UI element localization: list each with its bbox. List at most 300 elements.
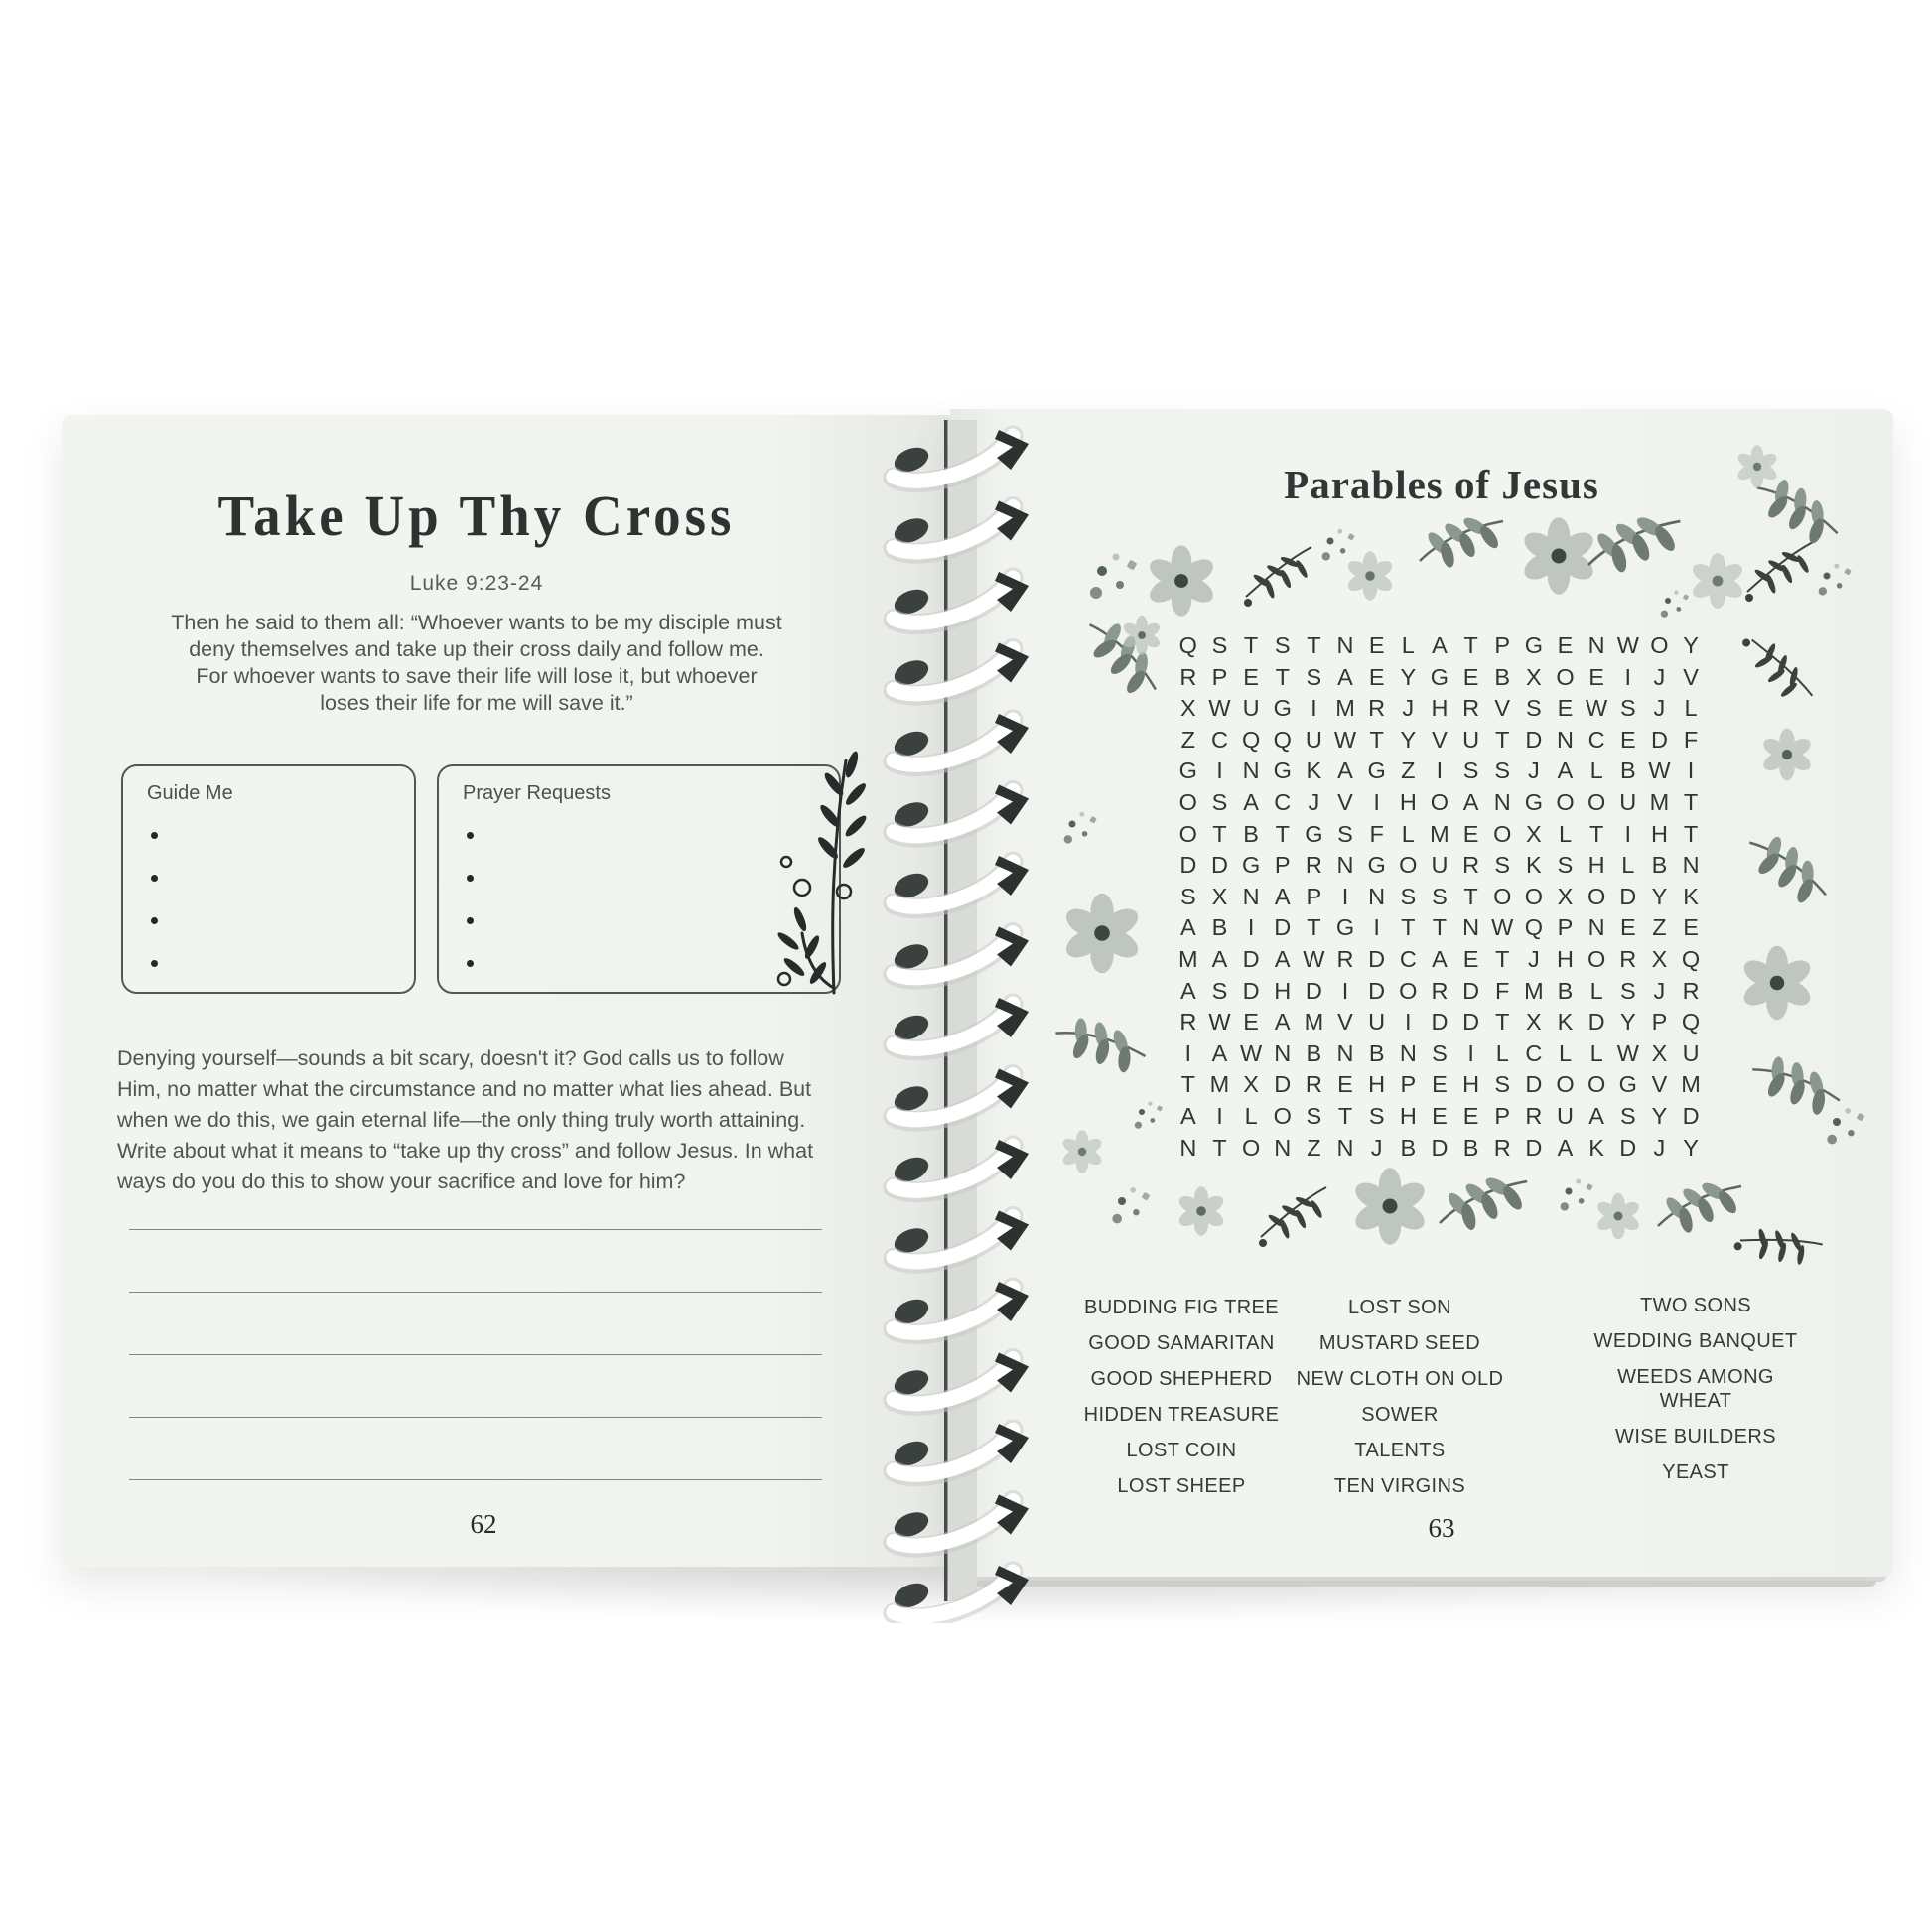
word-search-letter: C xyxy=(1274,788,1292,815)
word-search-letter: L xyxy=(1558,820,1573,847)
word-search-letter: Y xyxy=(1400,726,1417,753)
word-search-letter: M xyxy=(1524,977,1544,1004)
word-search-letter: O xyxy=(1556,663,1575,690)
verse-reference: Luke 9:23-24 xyxy=(409,572,544,595)
journal-prompt-text xyxy=(117,1043,852,1197)
word-search-letter: T xyxy=(1369,726,1384,753)
word-search-letter: H xyxy=(1368,1071,1386,1098)
word-search-letter: A xyxy=(1588,1102,1604,1129)
word-search-letter: N xyxy=(1368,883,1386,909)
word-search-letter: W xyxy=(1208,695,1231,722)
word-search-letter: I xyxy=(1311,695,1317,722)
word-list-item: NEW CLOTH ON OLD xyxy=(1296,1368,1504,1390)
word-search-letter: T xyxy=(1275,663,1290,690)
bullet-point xyxy=(151,875,158,882)
word-search-letter: N xyxy=(1336,1039,1354,1066)
word-search-letter: G xyxy=(1618,1071,1637,1098)
word-search-letter: D xyxy=(1210,852,1228,879)
word-search-letter: R xyxy=(1493,1134,1511,1161)
word-list-item: TALENTS xyxy=(1354,1440,1446,1461)
word-search-letter: N xyxy=(1336,1134,1354,1161)
word-search-letter: W xyxy=(1333,726,1357,753)
word-search-letter: B xyxy=(1306,1039,1322,1066)
word-search-letter: X xyxy=(1651,945,1668,972)
word-search-letter: Y xyxy=(1683,1134,1699,1161)
word-search-letter: D xyxy=(1525,1071,1543,1098)
word-search-letter: H xyxy=(1650,820,1668,847)
word-search-letter: O xyxy=(1430,788,1449,815)
word-search-letter: L xyxy=(1684,695,1698,722)
word-search-letter: E xyxy=(1557,632,1574,658)
word-search-letter: Q xyxy=(1681,1009,1701,1035)
word-search-letter: D xyxy=(1274,1071,1292,1098)
word-search-letter: L xyxy=(1589,1039,1603,1066)
word-search-letter: K xyxy=(1526,852,1542,879)
word-search-letter: T xyxy=(1337,1102,1353,1129)
word-search-letter: G xyxy=(1305,820,1323,847)
word-search-letter: O xyxy=(1587,883,1606,909)
ruled-writing-line xyxy=(129,1479,822,1480)
prompt-line: Him, no matter what the circumstance and no matter what lies ahead. But xyxy=(117,1077,812,1101)
word-search-letter: I xyxy=(1373,914,1380,941)
word-search-letter: A xyxy=(1274,945,1291,972)
word-search-letter: O xyxy=(1399,852,1418,879)
word-search-letter: Q xyxy=(1241,726,1261,753)
word-search-letter: L xyxy=(1589,758,1603,784)
word-search-letter: J xyxy=(1653,663,1666,690)
page-seam-line xyxy=(944,420,948,1601)
word-list-column-3 xyxy=(1590,1294,1801,1496)
bullet-point xyxy=(467,875,474,882)
page-title-right: Parables of Jesus xyxy=(1284,462,1599,507)
word-search-letter: S xyxy=(1619,1102,1636,1129)
word-search-letter: I xyxy=(1436,758,1444,784)
bullet-point xyxy=(467,917,474,924)
word-search-letter: O xyxy=(1241,1134,1261,1161)
word-search-letter: S xyxy=(1432,1039,1448,1066)
word-search-letter: E xyxy=(1462,945,1479,972)
word-search-row xyxy=(1173,976,1707,1008)
word-search-row xyxy=(1173,944,1707,976)
word-search-row xyxy=(1173,787,1707,819)
word-search-letter: K xyxy=(1557,1009,1574,1035)
word-search-letter: O xyxy=(1493,820,1512,847)
word-search-letter: Z xyxy=(1180,726,1195,753)
word-search-letter: J xyxy=(1402,695,1415,722)
word-search-letter: D xyxy=(1305,977,1322,1004)
word-search-letter: U xyxy=(1431,852,1449,879)
word-search-letter: O xyxy=(1587,788,1606,815)
ruled-writing-line xyxy=(129,1229,822,1230)
word-search-letter: B xyxy=(1619,758,1636,784)
prayer-requests-label: Prayer Requests xyxy=(463,782,611,804)
word-search-letter: A xyxy=(1274,1009,1291,1035)
word-search-letter: N xyxy=(1587,632,1605,658)
word-search-letter: P xyxy=(1494,1102,1511,1129)
word-search-letter: E xyxy=(1462,663,1479,690)
word-search-letter: X xyxy=(1211,883,1228,909)
word-list-item: GOOD SAMARITAN xyxy=(1088,1332,1275,1354)
word-search-letter: T xyxy=(1432,914,1448,941)
word-search-letter: T xyxy=(1212,1134,1227,1161)
word-search-letter: S xyxy=(1179,883,1196,909)
word-search-letter: G xyxy=(1178,758,1197,784)
word-search-letter: O xyxy=(1178,820,1197,847)
word-search-letter: O xyxy=(1273,1102,1292,1129)
word-search-letter: O xyxy=(1587,1071,1606,1098)
word-search-letter: P xyxy=(1400,1071,1417,1098)
word-list-item: LOST COIN xyxy=(1126,1440,1237,1461)
word-search-letter: B xyxy=(1243,820,1259,847)
word-search-letter: K xyxy=(1306,758,1322,784)
word-search-letter: E xyxy=(1337,1071,1353,1098)
word-search-letter: T xyxy=(1463,632,1478,658)
word-search-letter: F xyxy=(1369,820,1384,847)
word-search-row xyxy=(1173,1133,1707,1165)
word-search-letter: S xyxy=(1462,758,1479,784)
word-search-letter: E xyxy=(1462,1102,1479,1129)
word-search-letter: X xyxy=(1179,695,1196,722)
word-search-letter: U xyxy=(1305,726,1322,753)
word-search-letter: S xyxy=(1368,1102,1385,1129)
word-search-row xyxy=(1173,693,1707,725)
prompt-line: ways do you do this to show your sacrifice and love for him? xyxy=(117,1170,686,1193)
word-search-letter: U xyxy=(1242,695,1260,722)
word-search-letter: A xyxy=(1462,788,1479,815)
word-search-letter: G xyxy=(1367,758,1386,784)
word-search-letter: G xyxy=(1241,852,1261,879)
word-search-letter: S xyxy=(1494,1071,1511,1098)
word-search-letter: I xyxy=(1373,788,1380,815)
word-search-letter: R xyxy=(1682,977,1700,1004)
word-search-letter: A xyxy=(1179,914,1196,941)
word-search-letter: P xyxy=(1211,663,1228,690)
word-search-letter: I xyxy=(1624,663,1632,690)
word-search-letter: N xyxy=(1493,788,1511,815)
word-search-letter: O xyxy=(1556,1071,1575,1098)
word-search-letter: X xyxy=(1526,663,1542,690)
word-search-letter: O xyxy=(1556,788,1575,815)
word-search-letter: U xyxy=(1462,726,1480,753)
word-search-letter: W xyxy=(1240,1039,1263,1066)
word-search-letter: P xyxy=(1306,883,1322,909)
word-search-letter: A xyxy=(1243,788,1259,815)
word-search-letter: H xyxy=(1399,1102,1417,1129)
word-search-row xyxy=(1173,756,1707,787)
word-search-letter: R xyxy=(1305,1071,1322,1098)
word-search-letter: N xyxy=(1242,758,1260,784)
word-search-letter: O xyxy=(1178,788,1197,815)
word-search-letter: D xyxy=(1682,1102,1700,1129)
word-search-letter: G xyxy=(1524,632,1543,658)
word-search-letter: J xyxy=(1527,758,1540,784)
word-search-letter: C xyxy=(1525,1039,1543,1066)
word-search-letter: S xyxy=(1306,663,1322,690)
word-list-column-2 xyxy=(1281,1296,1519,1510)
word-search-letter: E xyxy=(1243,663,1259,690)
word-search-letter: M xyxy=(1681,1071,1701,1098)
word-search-letter: T xyxy=(1683,820,1699,847)
word-list-item: WISE BUILDERS xyxy=(1615,1426,1776,1448)
word-search-letter: R xyxy=(1179,663,1197,690)
word-search-letter: D xyxy=(1650,726,1668,753)
word-search-letter: T xyxy=(1463,883,1478,909)
word-search-letter: T xyxy=(1212,820,1227,847)
word-search-letter: B xyxy=(1400,1134,1417,1161)
prompt-line: Write about what it means to “take up thy cross” and follow Jesus. In what xyxy=(117,1139,814,1163)
word-search-letter: L xyxy=(1401,820,1415,847)
word-search-letter: B xyxy=(1494,663,1511,690)
word-search-letter: B xyxy=(1462,1134,1479,1161)
word-search-letter: H xyxy=(1399,788,1417,815)
word-search-letter: S xyxy=(1400,883,1417,909)
bullet-point xyxy=(467,960,474,967)
word-search-row xyxy=(1173,630,1707,662)
ruled-writing-line xyxy=(129,1417,822,1418)
word-search-letter: J xyxy=(1527,945,1540,972)
word-search-letter: V xyxy=(1494,695,1511,722)
word-search-letter: R xyxy=(1305,852,1322,879)
word-search-letter: U xyxy=(1368,1009,1386,1035)
word-search-letter: D xyxy=(1462,1009,1480,1035)
word-search-letter: B xyxy=(1368,1039,1385,1066)
word-search-row xyxy=(1173,850,1707,882)
word-search-letter: C xyxy=(1399,945,1417,972)
word-search-letter: L xyxy=(1558,1039,1573,1066)
word-search-letter: Y xyxy=(1683,632,1699,658)
word-search-letter: R xyxy=(1525,1102,1543,1129)
word-search-letter: D xyxy=(1587,1009,1605,1035)
word-search-letter: E xyxy=(1462,820,1479,847)
word-search-letter: A xyxy=(1211,1039,1228,1066)
word-search-letter: D xyxy=(1431,1009,1449,1035)
word-search-letter: E xyxy=(1368,663,1385,690)
word-search-letter: S xyxy=(1526,695,1542,722)
word-search-letter: C xyxy=(1587,726,1605,753)
verse-line: deny themselves and take up their cross daily and follow me. xyxy=(189,637,764,661)
bullet-point xyxy=(151,832,158,839)
word-search-letter: T xyxy=(1401,914,1416,941)
word-search-letter: A xyxy=(1337,758,1353,784)
word-list-item: TEN VIRGINS xyxy=(1333,1475,1466,1497)
word-search-letter: D xyxy=(1619,1134,1637,1161)
verse-line: For whoever wants to save their life will lose it, but whoever xyxy=(196,664,758,688)
word-search-letter: D xyxy=(1242,945,1260,972)
word-search-letter: V xyxy=(1651,1071,1668,1098)
ruled-writing-line xyxy=(129,1292,822,1293)
word-list-item: WEDDING BANQUET xyxy=(1593,1330,1798,1352)
word-search-letter: I xyxy=(1467,1039,1474,1066)
word-search-letter: U xyxy=(1682,1039,1700,1066)
word-search-letter: Y xyxy=(1619,1009,1636,1035)
word-search-letter: P xyxy=(1557,914,1574,941)
word-search-letter: O xyxy=(1399,977,1418,1004)
word-search-letter: A xyxy=(1179,1102,1196,1129)
word-search-row xyxy=(1173,819,1707,851)
word-search-letter: O xyxy=(1493,883,1512,909)
word-search-letter: R xyxy=(1462,695,1480,722)
word-search-row xyxy=(1173,1101,1707,1133)
word-search-row xyxy=(1173,662,1707,694)
bullet-point xyxy=(151,917,158,924)
page-stack-edge-2 xyxy=(968,1581,1876,1587)
word-search-letter: V xyxy=(1432,726,1448,753)
word-search-letter: D xyxy=(1368,945,1386,972)
word-search-letter: T xyxy=(1588,820,1604,847)
word-search-letter: B xyxy=(1651,852,1668,879)
word-search-letter: R xyxy=(1336,945,1354,972)
word-search-letter: T xyxy=(1683,788,1699,815)
word-search-letter: T xyxy=(1275,820,1290,847)
word-list-item: SOWER xyxy=(1361,1404,1439,1426)
word-search-letter: K xyxy=(1683,883,1699,909)
word-search-letter: G xyxy=(1335,914,1355,941)
word-search-letter: D xyxy=(1431,1134,1449,1161)
word-search-letter: L xyxy=(1495,1039,1509,1066)
word-search-letter: U xyxy=(1619,788,1637,815)
word-search-letter: N xyxy=(1274,1134,1292,1161)
word-search-letter: S xyxy=(1619,977,1636,1004)
word-search-letter: X xyxy=(1243,1071,1259,1098)
word-search-letter: W xyxy=(1491,914,1514,941)
word-search-letter: Y xyxy=(1400,663,1417,690)
bullet-point xyxy=(467,832,474,839)
word-search-letter: P xyxy=(1274,852,1291,879)
word-search-letter: S xyxy=(1494,758,1511,784)
word-search-row xyxy=(1173,1038,1707,1070)
page-number-left: 62 xyxy=(470,1509,497,1539)
word-search-letter: M xyxy=(1178,945,1198,972)
verse-line: Then he said to them all: “Whoever wants to be my disciple must xyxy=(171,611,782,634)
word-search-letter: E xyxy=(1683,914,1699,941)
word-search-letter: V xyxy=(1683,663,1699,690)
word-search-letter: L xyxy=(1589,977,1603,1004)
word-search-letter: T xyxy=(1495,1009,1510,1035)
word-search-letter: C xyxy=(1210,726,1228,753)
word-search-letter: G xyxy=(1430,663,1449,690)
word-search-letter: S xyxy=(1557,852,1574,879)
word-search-letter: M xyxy=(1649,788,1670,815)
word-list-item: LOST SON xyxy=(1348,1297,1451,1318)
verse-text xyxy=(104,610,849,717)
word-search-letter: Z xyxy=(1401,758,1416,784)
word-search-letter: Y xyxy=(1651,1102,1668,1129)
word-search-letter: F xyxy=(1683,726,1699,753)
word-search-letter: X xyxy=(1526,1009,1542,1035)
word-search-letter: O xyxy=(1524,883,1543,909)
word-search-letter: K xyxy=(1588,1134,1604,1161)
word-search-letter: X xyxy=(1557,883,1574,909)
word-search-letter: O xyxy=(1587,945,1606,972)
word-search-letter: I xyxy=(1341,883,1349,909)
word-search-letter: Z xyxy=(1652,914,1667,941)
word-search-row xyxy=(1173,912,1707,944)
word-search-letter: O xyxy=(1650,632,1669,658)
word-list-item: LOST SHEEP xyxy=(1117,1475,1246,1497)
word-search-letter: A xyxy=(1557,1134,1574,1161)
word-search-letter: S xyxy=(1619,695,1636,722)
word-search-letter: T xyxy=(1495,726,1510,753)
word-list-item: MUSTARD SEED xyxy=(1318,1332,1481,1354)
word-search-letter: I xyxy=(1184,1039,1192,1066)
word-search-letter: D xyxy=(1619,883,1637,909)
word-search-letter: J xyxy=(1653,1134,1666,1161)
word-search-letter: R xyxy=(1431,977,1449,1004)
verse-line: loses their life for me will save it.” xyxy=(320,691,633,715)
word-search-letter: R xyxy=(1462,852,1480,879)
word-search-letter: B xyxy=(1211,914,1228,941)
word-search-letter: E xyxy=(1432,1071,1448,1098)
word-search-row xyxy=(1173,1007,1707,1038)
word-search-letter: N xyxy=(1682,852,1700,879)
word-search-letter: L xyxy=(1401,632,1415,658)
page-title-left: Take Up Thy Cross xyxy=(217,483,736,548)
ruled-writing-line xyxy=(129,1354,822,1355)
word-search-letter: W xyxy=(1648,758,1671,784)
page-number-right: 63 xyxy=(1428,1513,1455,1543)
word-search-letter: P xyxy=(1651,1009,1668,1035)
word-search-letter: W xyxy=(1616,632,1639,658)
word-search-letter: A xyxy=(1432,945,1448,972)
word-list-column-1 xyxy=(1052,1296,1311,1510)
word-search-letter: P xyxy=(1494,632,1511,658)
word-search-letter: J xyxy=(1308,788,1320,815)
word-list-item: WEEDS AMONG WHEAT xyxy=(1617,1366,1774,1412)
word-search-grid xyxy=(1173,630,1707,1164)
word-list-item: TWO SONS xyxy=(1639,1295,1752,1316)
word-search-letter: M xyxy=(1304,1009,1324,1035)
word-search-letter: G xyxy=(1367,852,1386,879)
word-search-letter: E xyxy=(1619,914,1636,941)
bullet-point xyxy=(151,960,158,967)
word-search-letter: M xyxy=(1430,820,1449,847)
floral-border-right xyxy=(1688,427,1906,1241)
word-search-letter: E xyxy=(1243,1009,1259,1035)
word-search-letter: I xyxy=(1216,1102,1223,1129)
word-search-letter: Q xyxy=(1273,726,1292,753)
word-search-row xyxy=(1173,725,1707,757)
word-search-letter: X xyxy=(1651,1039,1668,1066)
word-search-letter: M xyxy=(1209,1071,1230,1098)
word-search-letter: B xyxy=(1557,977,1574,1004)
word-search-letter: H xyxy=(1431,695,1449,722)
word-search-letter: F xyxy=(1495,977,1510,1004)
word-search-letter: E xyxy=(1432,1102,1448,1129)
word-search-letter: S xyxy=(1494,852,1511,879)
word-search-letter: E xyxy=(1619,726,1636,753)
word-search-letter: J xyxy=(1653,695,1666,722)
word-search-letter: E xyxy=(1368,632,1385,658)
word-search-letter: N xyxy=(1587,914,1605,941)
word-search-letter: W xyxy=(1208,1009,1231,1035)
word-search-letter: A xyxy=(1179,977,1196,1004)
ink-sprig-illustration xyxy=(772,743,872,1001)
word-search-letter: N xyxy=(1557,726,1574,753)
word-search-letter: T xyxy=(1307,914,1321,941)
prompt-line: Denying yourself—sounds a bit scary, doesn't it? God calls us to follow xyxy=(117,1046,784,1070)
word-search-letter: N xyxy=(1336,852,1354,879)
word-search-letter: W xyxy=(1616,1039,1639,1066)
word-search-letter: Q xyxy=(1681,945,1701,972)
word-search-letter: S xyxy=(1211,977,1228,1004)
word-search-letter: R xyxy=(1368,695,1386,722)
word-list-item: YEAST xyxy=(1662,1461,1729,1483)
word-search-letter: U xyxy=(1557,1102,1574,1129)
word-search-letter: Y xyxy=(1651,883,1668,909)
word-search-letter: A xyxy=(1557,758,1574,784)
word-list-item: BUDDING FIG TREE xyxy=(1083,1297,1280,1318)
word-search-letter: T xyxy=(1307,632,1321,658)
